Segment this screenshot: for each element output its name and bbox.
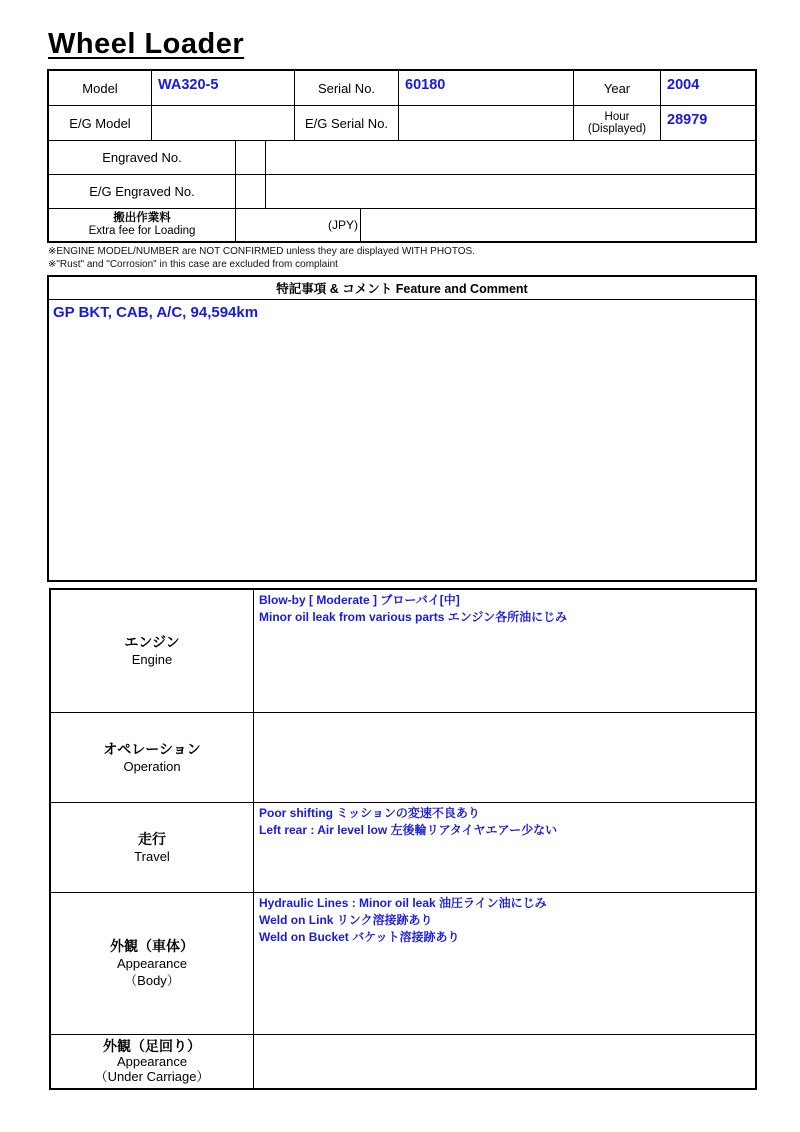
operation-label-jp: オペレーション	[103, 740, 201, 757]
model-value: WA320-5	[152, 71, 295, 106]
section-label-appearance-body	[51, 893, 254, 1035]
engine-comment: Blow-by [ Moderate ] ブローバイ[中]	[259, 593, 460, 607]
loading-fee-label-en: Extra fee for Loading	[88, 225, 196, 237]
section-comments-appearance-body	[254, 893, 755, 1035]
appearance-uc-label-en: Appearance	[116, 1054, 188, 1069]
loading-fee-extra	[361, 209, 755, 241]
appearance-body-comment: Weld on Link リンク溶接跡あり	[259, 913, 433, 927]
note-engine-confirm: ※ENGINE MODEL/NUMBER are NOT CONFIRMED unless they are displayed WITH PHOTOS.	[48, 246, 475, 257]
section-comments-travel	[254, 803, 755, 893]
serial-label: Serial No.	[295, 71, 399, 106]
year-label: Year	[574, 71, 661, 106]
section-label-engine	[51, 590, 254, 713]
engraved-label: Engraved No.	[49, 141, 236, 175]
serial-value: 60180	[399, 71, 574, 106]
section-comments-engine	[254, 590, 755, 713]
hour-label	[574, 106, 661, 141]
eg-engraved-small-cell	[236, 175, 266, 209]
eg-model-value	[152, 106, 295, 141]
feature-text: GP BKT, CAB, A/C, 94,594km	[53, 304, 259, 321]
feature-header: 特記事項 & コメント Feature and Comment	[49, 277, 755, 300]
travel-label-en: Travel	[134, 848, 170, 864]
spec-table	[47, 69, 757, 243]
engraved-small-cell	[236, 141, 266, 175]
eg-serial-value	[399, 106, 574, 141]
hour-label-line2: (Displayed)	[587, 123, 647, 135]
appearance-body-label-jp: 外観（車体）	[110, 938, 194, 954]
note-rust-excluded: ※"Rust" and "Corrosion" in this case are excluded from complaint	[48, 259, 338, 270]
appearance-body-comment: Weld on Bucket バケット溶接跡あり	[259, 930, 460, 944]
engraved-value	[266, 141, 755, 175]
section-label-travel	[51, 803, 254, 893]
appearance-body-label-en2: （Body）	[124, 973, 180, 988]
feature-box	[47, 275, 757, 582]
engine-label-en: Engine	[131, 652, 173, 667]
currency-label: (JPY)	[328, 218, 358, 232]
model-label: Model	[49, 71, 152, 106]
inspection-table	[49, 588, 757, 1090]
appearance-body-comment: Hydraulic Lines : Minor oil leak 油圧ライン油にじみ	[259, 896, 547, 910]
loading-fee-amount	[236, 209, 361, 241]
travel-label-jp: 走行	[138, 830, 166, 847]
engine-comment: Minor oil leak from various parts エンジン各所油にじみ	[259, 610, 568, 624]
travel-comment: Poor shifting ミッションの変速不良あり	[259, 806, 480, 820]
section-comments-operation	[254, 713, 755, 803]
loading-fee-label-jp: 搬出作業料	[113, 212, 171, 224]
year-value: 2004	[661, 71, 755, 106]
page-title: Wheel Loader	[48, 28, 245, 60]
eg-model-label: E/G Model	[49, 106, 152, 141]
section-label-operation	[51, 713, 254, 803]
section-comments-appearance-undercarriage	[254, 1035, 755, 1088]
appearance-body-label-en: Appearance	[116, 956, 188, 971]
eg-engraved-label: E/G Engraved No.	[49, 175, 236, 209]
hour-label-line1: Hour	[604, 111, 630, 123]
section-label-appearance-undercarriage	[51, 1035, 254, 1088]
appearance-uc-label-jp: 外観（足回り）	[103, 1038, 201, 1054]
eg-engraved-value	[266, 175, 755, 209]
travel-comment: Left rear : Air level low 左後輪リアタイヤエアー少ない	[259, 823, 558, 837]
loading-fee-label	[49, 209, 236, 241]
appearance-uc-label-en2: （Under Carriage）	[94, 1069, 210, 1084]
eg-serial-label: E/G Serial No.	[295, 106, 399, 141]
hour-value: 28979	[661, 106, 755, 141]
operation-label-en: Operation	[123, 758, 181, 774]
engine-label-jp: エンジン	[124, 634, 180, 650]
